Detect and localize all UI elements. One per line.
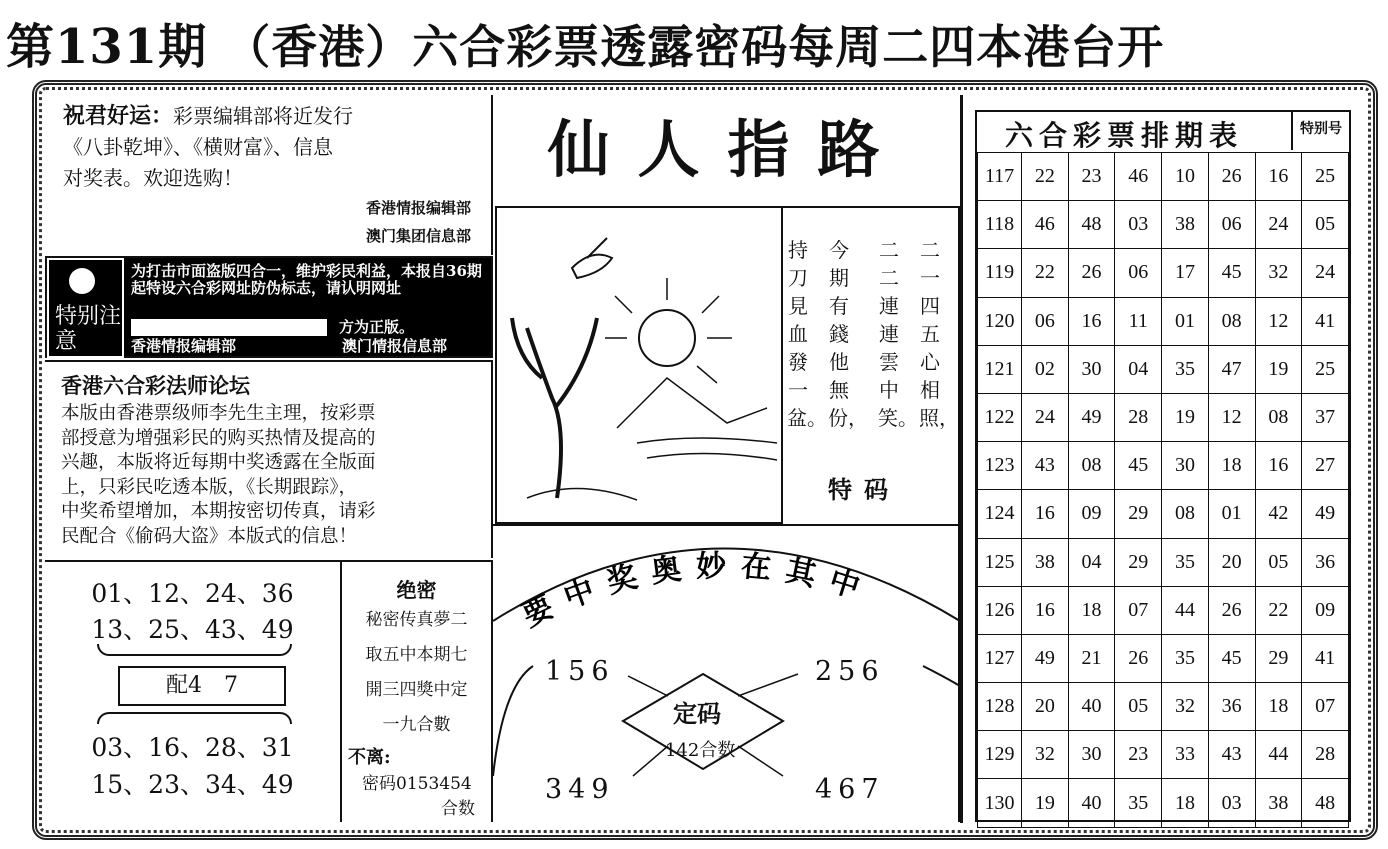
bird-tree-sun-illustration xyxy=(497,208,781,522)
pair-box: 配4 7 xyxy=(118,666,286,706)
special-number-cell: 37 xyxy=(1302,393,1349,441)
number-cell: 32 xyxy=(1022,731,1069,779)
number-cell: 42 xyxy=(1255,490,1302,538)
issue-cell: 123 xyxy=(978,442,1022,490)
poem-line: 二一四五心相照， xyxy=(919,238,959,430)
signature: 澳门情报信息部 xyxy=(342,337,448,355)
number-cell: 16 xyxy=(1255,153,1302,201)
luck-line: 对奖表。欢迎选购！ xyxy=(63,166,243,190)
number-cell: 02 xyxy=(1022,345,1069,393)
illustration xyxy=(495,206,783,524)
number-cell: 40 xyxy=(1068,779,1115,827)
number-cell: 45 xyxy=(1208,634,1255,682)
special-number-cell: 48 xyxy=(1302,779,1349,827)
number-group: 349 xyxy=(545,774,615,805)
number-cell: 23 xyxy=(1115,731,1162,779)
bomb-icon xyxy=(69,268,95,294)
signature: 澳门集团信息部 xyxy=(365,227,471,245)
number-cell: 29 xyxy=(1255,634,1302,682)
buli-label: 不离: xyxy=(348,747,391,768)
number-cell: 08 xyxy=(1162,490,1209,538)
issue-cell: 127 xyxy=(978,634,1022,682)
number-cell: 22 xyxy=(1022,153,1069,201)
forum-line: 兴趣，本版将近每期中奖透露在全版面 xyxy=(61,452,376,473)
good-luck-section xyxy=(45,95,493,255)
schedule-header xyxy=(977,112,1349,154)
table-row xyxy=(978,153,1349,201)
number-cell: 35 xyxy=(1162,538,1209,586)
special-number-cell: 49 xyxy=(1302,490,1349,538)
number-group: 156 xyxy=(545,656,615,687)
center-title: 仙人指路 xyxy=(495,95,960,205)
number-cell: 16 xyxy=(1255,442,1302,490)
number-line: 15、23、34、49 xyxy=(91,770,294,799)
number-cell: 45 xyxy=(1115,442,1162,490)
dingma-label: 定码 xyxy=(673,699,721,728)
table-row xyxy=(978,538,1349,586)
special-number-cell: 09 xyxy=(1302,586,1349,634)
number-cell: 46 xyxy=(1115,153,1162,201)
table-row xyxy=(978,683,1349,731)
forum-line: 民配合《偷码大盗》本版式的信息！ xyxy=(61,525,358,547)
number-cell: 18 xyxy=(1208,442,1255,490)
issue-cell: 122 xyxy=(978,393,1022,441)
number-cell: 06 xyxy=(1022,297,1069,345)
poem-section xyxy=(783,206,960,524)
special-number-cell: 24 xyxy=(1302,249,1349,297)
number-cell: 28 xyxy=(1115,393,1162,441)
poem-line: 持刀見血發一盆。 xyxy=(787,238,827,430)
number-cell: 18 xyxy=(1162,779,1209,827)
arc-slogan: 要中奖奥妙在其中 xyxy=(517,548,878,635)
forum-line: 部授意为增强彩民的购买热情及提高的 xyxy=(61,427,376,449)
issue-cell: 121 xyxy=(978,345,1022,393)
number-cell: 18 xyxy=(1068,586,1115,634)
number-cell: 30 xyxy=(1068,345,1115,393)
url-blank xyxy=(131,319,327,336)
special-number-cell: 41 xyxy=(1302,634,1349,682)
issue-cell: 130 xyxy=(978,779,1022,827)
number-cell: 11 xyxy=(1115,297,1162,345)
brace xyxy=(97,712,292,724)
number-cell: 07 xyxy=(1115,586,1162,634)
number-cell: 20 xyxy=(1208,538,1255,586)
number-cell: 36 xyxy=(1208,683,1255,731)
number-cell: 22 xyxy=(1022,249,1069,297)
number-cell: 47 xyxy=(1208,345,1255,393)
table-row xyxy=(978,442,1349,490)
special-notice xyxy=(45,256,493,358)
number-cell: 16 xyxy=(1022,586,1069,634)
number-cell: 22 xyxy=(1255,586,1302,634)
number-cell: 08 xyxy=(1208,297,1255,345)
number-cell: 29 xyxy=(1115,538,1162,586)
number-cell: 03 xyxy=(1208,779,1255,827)
schedule-table xyxy=(975,110,1351,822)
table-row xyxy=(978,297,1349,345)
poem-line: 二二連連雲中笑。 xyxy=(878,238,918,430)
number-cell: 40 xyxy=(1068,683,1115,731)
number-cell: 30 xyxy=(1068,731,1115,779)
number-line: 01、12、24、36 xyxy=(91,579,294,608)
forum-line: 中奖希望增加，本期按密切传真，请彩 xyxy=(61,501,376,522)
number-cell: 08 xyxy=(1068,442,1115,490)
number-cell: 35 xyxy=(1162,345,1209,393)
table-row xyxy=(978,634,1349,682)
brace xyxy=(97,644,292,656)
number-picks xyxy=(45,560,342,822)
secret-section xyxy=(342,560,493,822)
special-number-cell: 28 xyxy=(1302,731,1349,779)
special-number-cell: 41 xyxy=(1302,297,1349,345)
number-cell: 24 xyxy=(1022,393,1069,441)
number-cell: 38 xyxy=(1022,538,1069,586)
number-cell: 04 xyxy=(1115,345,1162,393)
secret-title: 绝密 xyxy=(396,578,437,602)
secret-line: 秘密传真夢二 xyxy=(365,610,468,630)
table-row xyxy=(978,393,1349,441)
number-cell: 29 xyxy=(1115,490,1162,538)
issue-cell: 117 xyxy=(978,153,1022,201)
forum-section xyxy=(45,360,493,558)
number-cell: 26 xyxy=(1208,153,1255,201)
number-cell: 16 xyxy=(1022,490,1069,538)
luck-line: 彩票编辑部将近发行 xyxy=(173,104,354,128)
number-cell: 32 xyxy=(1255,249,1302,297)
number-cell: 23 xyxy=(1068,153,1115,201)
number-cell: 49 xyxy=(1068,393,1115,441)
issue-cell: 125 xyxy=(978,538,1022,586)
page-title xyxy=(6,8,1164,77)
number-cell: 44 xyxy=(1162,586,1209,634)
table-row xyxy=(978,490,1349,538)
number-cell: 04 xyxy=(1068,538,1115,586)
number-cell: 35 xyxy=(1115,779,1162,827)
table-row xyxy=(978,586,1349,634)
issue-cell: 118 xyxy=(978,201,1022,249)
number-cell: 03 xyxy=(1115,201,1162,249)
number-cell: 32 xyxy=(1162,683,1209,731)
secret-code: 密码0153454 xyxy=(362,774,472,794)
signature: 香港情报编辑部 xyxy=(365,199,471,217)
secret-line: 一九合數 xyxy=(382,715,451,735)
number-group: 256 xyxy=(815,656,885,687)
number-line: 03、16、28、31 xyxy=(91,733,294,762)
table-row xyxy=(978,345,1349,393)
notice-badge xyxy=(47,258,124,358)
issue-number: 第131期 xyxy=(6,19,208,75)
forum-line: 上，只彩民吃透本版，《长期跟踪》， xyxy=(61,476,358,498)
number-cell: 20 xyxy=(1022,683,1069,731)
number-group: 467 xyxy=(815,774,885,805)
number-cell: 43 xyxy=(1208,731,1255,779)
table-row xyxy=(978,731,1349,779)
number-cell: 21 xyxy=(1068,634,1115,682)
number-cell: 33 xyxy=(1162,731,1209,779)
secret-line: 取五中本期七 xyxy=(365,645,468,665)
number-cell: 08 xyxy=(1255,393,1302,441)
number-line: 13、25、43、49 xyxy=(91,615,294,644)
dingma-section xyxy=(493,524,960,822)
number-cell: 19 xyxy=(1022,779,1069,827)
special-number-cell: 07 xyxy=(1302,683,1349,731)
column-divider xyxy=(960,95,963,823)
number-cell: 18 xyxy=(1255,683,1302,731)
number-cell: 01 xyxy=(1162,297,1209,345)
issue-cell: 129 xyxy=(978,731,1022,779)
number-cell: 43 xyxy=(1022,442,1069,490)
number-cell: 24 xyxy=(1255,201,1302,249)
issue-cell: 119 xyxy=(978,249,1022,297)
tema-label: 特码 xyxy=(828,475,900,504)
forum-line: 本版由香港票级师李先生主理，按彩票 xyxy=(61,403,376,424)
number-cell: 09 xyxy=(1068,490,1115,538)
special-number-label: 特别号 xyxy=(1291,110,1349,150)
issue-cell: 124 xyxy=(978,490,1022,538)
number-cell: 44 xyxy=(1255,731,1302,779)
special-number-cell: 25 xyxy=(1302,345,1349,393)
notice-suffix: 方为正版。 xyxy=(339,318,415,336)
number-cell: 01 xyxy=(1208,490,1255,538)
notice-label: 特别注意 xyxy=(55,304,122,354)
number-cell: 12 xyxy=(1208,393,1255,441)
special-number-cell: 05 xyxy=(1302,201,1349,249)
special-number-cell: 36 xyxy=(1302,538,1349,586)
issue-cell: 128 xyxy=(978,683,1022,731)
poem-line: 今期有錢他無份， xyxy=(828,238,868,430)
number-cell: 38 xyxy=(1162,201,1209,249)
special-number-cell: 25 xyxy=(1302,153,1349,201)
number-cell: 06 xyxy=(1208,201,1255,249)
number-cell: 17 xyxy=(1162,249,1209,297)
forum-title: 香港六合彩法师论坛 xyxy=(61,374,250,398)
number-cell: 19 xyxy=(1255,345,1302,393)
number-cell: 38 xyxy=(1255,779,1302,827)
number-cell: 26 xyxy=(1068,249,1115,297)
number-cell: 46 xyxy=(1022,201,1069,249)
secret-line: 開三四獎中定 xyxy=(365,680,468,700)
number-cell: 30 xyxy=(1162,442,1209,490)
number-cell: 26 xyxy=(1208,586,1255,634)
number-cell: 19 xyxy=(1162,393,1209,441)
schedule-title: 六合彩票排期表 xyxy=(1005,119,1244,152)
number-cell: 48 xyxy=(1068,201,1115,249)
table-row xyxy=(978,779,1349,827)
number-cell: 10 xyxy=(1162,153,1209,201)
number-cell: 05 xyxy=(1115,683,1162,731)
special-number-cell: 27 xyxy=(1302,442,1349,490)
number-cell: 45 xyxy=(1208,249,1255,297)
luck-line: 《八卦乾坤》、《横财富》、信息 xyxy=(63,135,333,159)
number-cell: 49 xyxy=(1022,634,1069,682)
table-row xyxy=(978,249,1349,297)
number-cell: 16 xyxy=(1068,297,1115,345)
issue-cell: 126 xyxy=(978,586,1022,634)
signature: 香港情报编辑部 xyxy=(131,337,237,355)
heshu-label: 合数 xyxy=(441,799,475,819)
number-cell: 26 xyxy=(1115,634,1162,682)
dingma-sub: 142合数 xyxy=(665,740,736,761)
number-cell: 05 xyxy=(1255,538,1302,586)
issue-cell: 120 xyxy=(978,297,1022,345)
title-text: （香港）六合彩票透露密码每周二四本港台开 xyxy=(224,20,1165,74)
table-row xyxy=(978,201,1349,249)
number-cell: 12 xyxy=(1255,297,1302,345)
good-luck-heading: 祝君好运： xyxy=(63,104,174,129)
notice-body: 为打击市面盗版四合一，维护彩民利益，本报自36期起特设六合彩网址防伪标志，请认明网址 xyxy=(131,262,482,297)
number-cell: 06 xyxy=(1115,249,1162,297)
number-cell: 35 xyxy=(1162,634,1209,682)
